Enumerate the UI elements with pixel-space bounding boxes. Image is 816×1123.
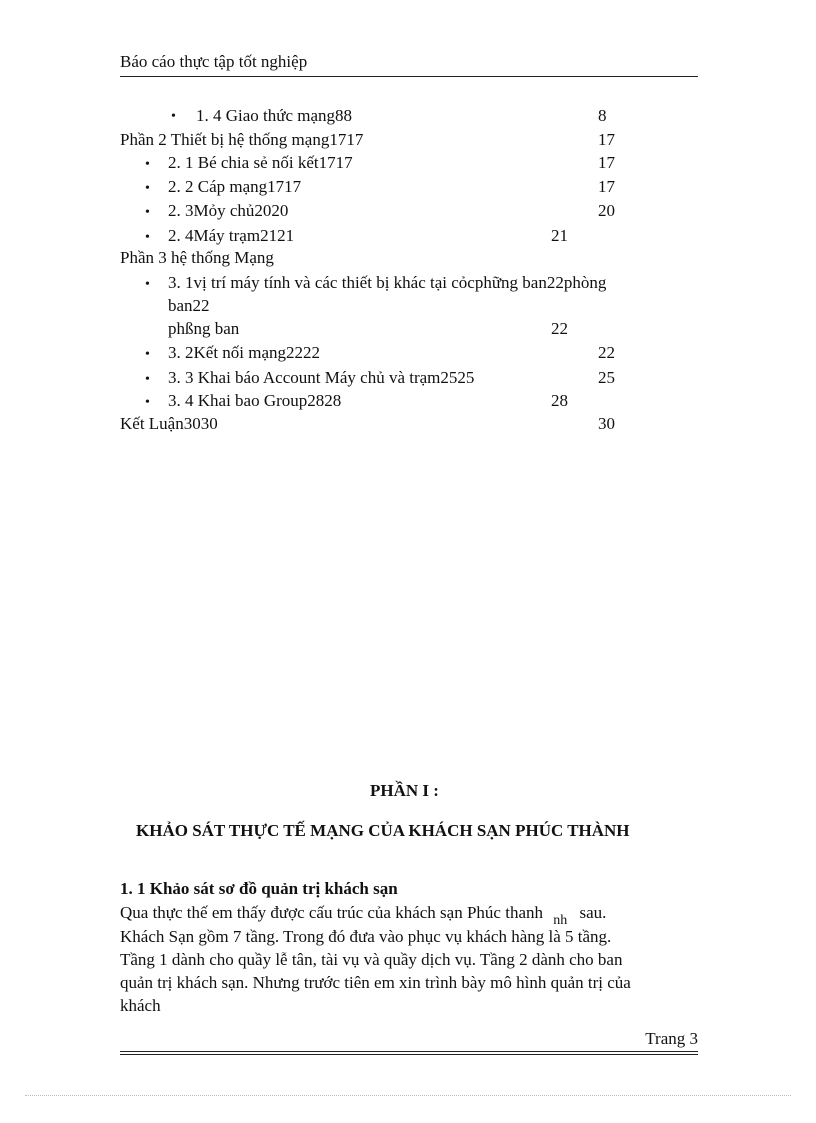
- paragraph-text: Qua thực thế em thấy được cấu trúc của khách sạn Phúc thanh: [120, 903, 543, 922]
- toc-bullet: •: [145, 181, 150, 196]
- toc-entry-page: 17: [598, 153, 615, 172]
- toc-entry-text[interactable]: Phần 2 Thiết bị hệ thống mạng1717: [120, 130, 364, 149]
- toc-bullet: •: [145, 205, 150, 220]
- toc-entry-text[interactable]: 2. 4Máy trạm2121: [168, 226, 295, 245]
- subsection-heading: 1. 1 Khảo sát sơ đồ quản trị khách sạn: [120, 879, 398, 898]
- toc-entry-text[interactable]: 3. 3 Khai báo Account Máy chủ và trạm2525: [168, 368, 475, 387]
- toc-entry-page: 30: [598, 414, 615, 433]
- paragraph-line: Tầng 1 dành cho quầy lễ tân, tài vụ và quầy dịch vụ. Tầng 2 dành cho ban: [120, 950, 623, 969]
- footer-rule: [120, 1054, 698, 1055]
- toc-entry-text[interactable]: 2. 3Mỏy chủ2020: [168, 201, 289, 220]
- paragraph-text: sau.: [579, 903, 607, 922]
- page-number: Trang 3: [645, 1029, 698, 1048]
- toc-entry-page: 21: [551, 226, 568, 245]
- page-header-title: Báo cáo thực tập tốt nghiệp: [120, 52, 308, 71]
- toc-bullet: •: [145, 230, 150, 245]
- paragraph-line: khách: [120, 996, 161, 1015]
- footer-rule: [120, 1051, 698, 1052]
- toc-entry-text[interactable]: 2. 1 Bé chia sẻ nối kết1717: [168, 153, 353, 172]
- header-rule: [120, 76, 698, 77]
- toc-entry-page: 20: [598, 201, 615, 220]
- paragraph-line: Khách Sạn gồm 7 tầng. Trong đó đưa vào phục vụ khách hàng là 5 tầng.: [120, 927, 612, 946]
- paragraph-subscript: nh: [553, 913, 568, 928]
- toc-entry-text[interactable]: 3. 2Kết nối mạng2222: [168, 343, 321, 362]
- toc-entry-text[interactable]: Kết Luận3030: [120, 414, 218, 433]
- toc-entry-text-cont: ban22: [168, 296, 210, 315]
- toc-entry-text[interactable]: phßng ban: [168, 319, 240, 338]
- toc-entry-page: 25: [598, 368, 615, 387]
- toc-bullet: •: [145, 277, 150, 292]
- toc-entry-page: 17: [598, 130, 615, 149]
- toc-entry-text[interactable]: Phần 3 hệ thống Mạng: [120, 248, 274, 267]
- toc-entry-page: 8: [598, 106, 607, 125]
- toc-bullet: •: [145, 347, 150, 362]
- paragraph-line: quản trị khách sạn. Nhưng trước tiên em xin trình bày mô hình quản trị của: [120, 973, 631, 992]
- toc-entry-text[interactable]: 3. 4 Khai bao Group2828: [168, 391, 342, 410]
- toc-bullet: •: [145, 157, 150, 172]
- toc-entry-page: 22: [551, 319, 568, 338]
- toc-bullet: •: [145, 395, 150, 410]
- toc-bullet: •: [171, 109, 176, 124]
- toc-entry-page: 28: [551, 391, 568, 410]
- toc-bullet: •: [145, 372, 150, 387]
- part-heading: PHẦN I :: [370, 781, 439, 800]
- toc-entry-page: 22: [598, 343, 615, 362]
- toc-entry-text[interactable]: 1. 4 Giao thức mạng88: [196, 106, 353, 125]
- paragraph-line: [120, 901, 606, 926]
- toc-entry-page: 17: [598, 177, 615, 196]
- toc-entry-text[interactable]: 2. 2 Cáp mạng1717: [168, 177, 302, 196]
- section-title: KHẢO SÁT THỰC TẾ MẠNG CỦA KHÁCH SẠN PHÚC THÀNH: [136, 821, 630, 840]
- page-boundary: [25, 1095, 791, 1096]
- toc-entry-text[interactable]: 3. 1vị trí máy tính và các thiết bị khác tại cỏcphững ban22phòng: [168, 273, 607, 292]
